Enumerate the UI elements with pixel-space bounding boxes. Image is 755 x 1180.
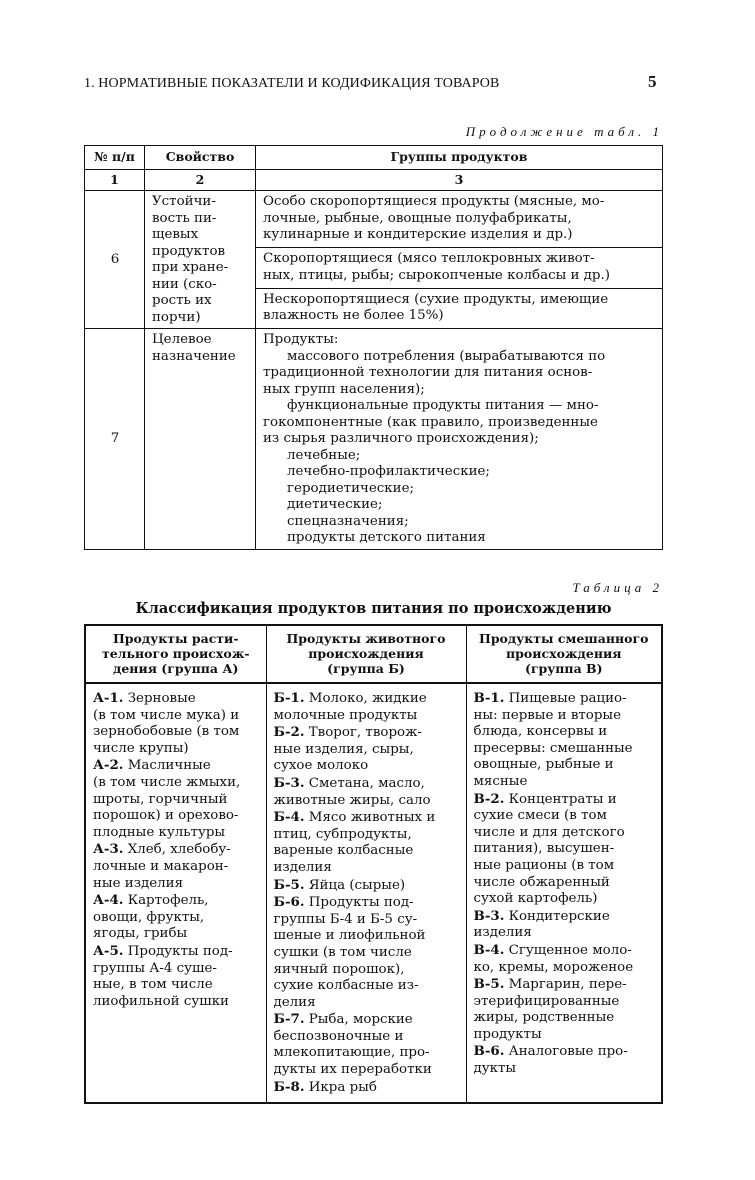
classification-line: вареные колбасные [273, 843, 414, 859]
column-number: 2 [145, 169, 256, 191]
table2-body-row [85, 683, 662, 1103]
group-text: Яйца (сырые) [304, 877, 406, 893]
classification-line [274, 1079, 460, 1097]
classification-line: млекопитающие, про- [273, 1045, 430, 1061]
table2-title: Классификация продуктов питания по происхождению [135, 600, 612, 617]
text-line: Продукты животного [286, 631, 446, 646]
group-code: В-2. [473, 790, 505, 807]
group-code: Б-7. [273, 1011, 305, 1028]
table1-col-header: Свойство [145, 146, 256, 170]
classification-line [93, 757, 260, 775]
classification-line [474, 976, 656, 994]
classification-line: шроты, горчичный [93, 791, 228, 807]
group-code: В-5. [473, 976, 505, 993]
group-text: Зерновые [123, 691, 196, 706]
text-line: (группа В) [524, 661, 603, 676]
text-line: нии (ско- [152, 276, 217, 292]
classification-line: сушки (в том числе [273, 944, 412, 960]
text-line: Нескоропортящиеся (сухие продукты, имеющие [263, 291, 609, 307]
text-line: спецназначения; [287, 513, 409, 529]
classification-line: сухой картофель) [473, 891, 598, 907]
group-code: А-3. [93, 841, 124, 858]
classification-line [474, 1043, 656, 1061]
group-cell [256, 329, 663, 550]
classification-line: ные изделия, сыры, [273, 741, 414, 757]
group-code: Б-1. [273, 690, 305, 706]
classification-line: мясные [473, 773, 528, 789]
text-line: лечебно-профилактические; [287, 464, 490, 479]
classification-line: жиры, родственные [473, 1010, 615, 1026]
text-line: порчи) [152, 309, 201, 325]
animal-products-cell [266, 683, 466, 1103]
classification-line: (в том числе мука) и [93, 707, 240, 723]
text-line: Продукты: [263, 332, 339, 347]
row-number: 7 [85, 329, 145, 550]
classification-line: этерифицированные [473, 993, 620, 1009]
text-line: Скоропортящиеся (мясо теплокровных живот- [263, 251, 595, 267]
classification-line: зернобобовые (в том [93, 724, 240, 740]
classification-line [474, 942, 656, 960]
classification-line [274, 877, 460, 895]
text-line: продукты детского питания [287, 530, 486, 545]
classification-line: беспозвоночные и [273, 1028, 404, 1044]
text-line: продуктов [152, 243, 226, 259]
text-line: лечебные; [287, 447, 361, 463]
classification-line: животные жиры, сало [273, 792, 431, 808]
classification-line [274, 724, 460, 742]
group-code: В-3. [473, 907, 505, 924]
group-text: Масличные [123, 758, 211, 774]
text-line: Продукты расти- [112, 631, 239, 646]
classification-line [274, 775, 460, 793]
classification-line: пресервы: смешанные [473, 740, 633, 756]
group-text: Продукты под- [304, 895, 414, 911]
property-cell [145, 191, 256, 329]
classification-line: порошок) и орехово- [93, 808, 239, 824]
group-text: Рыба, морские [304, 1012, 413, 1028]
classification-line [474, 908, 656, 926]
text-line: Особо скоропортящиеся продукты (мясные, мо- [263, 194, 605, 209]
classification-line [274, 690, 460, 708]
classification-line [93, 841, 260, 859]
text-line: Продукты смешанного [479, 631, 649, 646]
group-text: Концентраты и [504, 791, 617, 807]
table1-col-header: Группы продуктов [256, 146, 663, 170]
running-title: 1. НОРМАТИВНЫЕ ПОКАЗАТЕЛИ И КОДИФИКАЦИЯ ТОВАРОВ [84, 76, 500, 91]
text-line: тельного происхож- [101, 646, 250, 661]
table1-row-7 [85, 329, 663, 550]
group-code: Б-3. [273, 774, 305, 791]
property-cell [145, 329, 256, 550]
group-cell [256, 248, 663, 288]
group-cell [256, 191, 663, 248]
classification-line: овощи, фрукты, [93, 909, 205, 925]
group-text: Маргарин, пере- [504, 977, 627, 993]
group-cell [256, 288, 663, 328]
classification-line: лочные и макарон- [93, 858, 229, 874]
classification-line: ные, в том числе [93, 977, 213, 993]
group-code: В-4. [473, 941, 505, 958]
classification-line: продукты [473, 1026, 542, 1042]
classification-line [274, 1011, 460, 1029]
classification-line: ны: первые и вторые [473, 707, 621, 723]
mixed-products-cell [466, 683, 662, 1103]
group-code: Б-6. [273, 894, 305, 911]
table1-column-number-row [85, 169, 663, 191]
group-text: Пищевые рацио- [504, 691, 627, 706]
text-line: происхождения [308, 646, 424, 661]
classification-line: сухое молоко [273, 758, 369, 774]
text-line: из сырья различного происхождения); [263, 431, 539, 446]
classification-line [93, 943, 260, 961]
classification-line: лиофильной сушки [93, 993, 229, 1009]
table2-caption: Таблица 2 [572, 580, 663, 595]
group-code: А-5. [93, 942, 124, 959]
table2-col-header [85, 625, 266, 683]
text-line: диетические; [287, 497, 383, 512]
classification-line: ко, кремы, мороженое [473, 959, 634, 975]
classification-line [93, 690, 260, 708]
text-line: Целевое [152, 332, 212, 347]
text-line: Устойчи- [152, 194, 216, 209]
classification-line [93, 892, 260, 910]
table2-col-header [466, 625, 662, 683]
classification-line: изделия [473, 925, 532, 941]
classification-line: группы Б-4 и Б-5 су- [273, 911, 418, 927]
classification-line: числе и для детского [473, 824, 625, 840]
classification-line: изделия [273, 859, 332, 875]
group-text: Сгущенное моло- [504, 942, 632, 958]
classification-line: делия [273, 994, 316, 1010]
group-code: В-6. [473, 1043, 505, 1060]
classification-line: сухие колбасные из- [273, 978, 419, 994]
table1 [84, 145, 663, 550]
group-text: Сметана, масло, [304, 775, 425, 791]
group-text: Творог, творож- [304, 725, 422, 741]
text-line: массового потребления (вырабатываются по [287, 348, 606, 364]
classification-line: группы А-4 суше- [93, 960, 217, 976]
plant-products-cell [85, 683, 266, 1103]
table1-col-header: № п/п [85, 146, 145, 170]
text-line: происхождения [506, 646, 622, 661]
classification-line: ягоды, грибы [93, 926, 188, 942]
classification-line: питания), высушен- [473, 841, 615, 857]
text-line: гокомпонентные (как правило, произведенные [263, 414, 598, 430]
group-code: А-4. [93, 892, 124, 909]
group-text: Мясо животных и [304, 810, 436, 826]
text-line: вость пи- [152, 210, 217, 226]
classification-line: числе крупы) [93, 740, 189, 756]
text-line: (группа Б) [327, 661, 405, 676]
text-line: лочные, рыбные, овощные полуфабрикаты, [263, 210, 572, 226]
table1-row-6 [85, 191, 663, 248]
row-number: 6 [85, 191, 145, 329]
group-code: Б-2. [273, 724, 305, 741]
text-line: традиционной технологии для питания основ- [263, 365, 593, 380]
classification-line: птиц, субпродукты, [273, 826, 412, 842]
text-line: при хране- [152, 260, 229, 275]
text-line: кулинарные и кондитерские изделия и др.) [263, 227, 573, 242]
classification-line [274, 809, 460, 827]
group-text: Продукты под- [123, 943, 233, 959]
classification-line: яичный порошок), [273, 961, 405, 977]
column-number: 3 [256, 169, 663, 191]
group-text: Икра рыб [304, 1079, 377, 1095]
classification-line [274, 894, 460, 912]
classification-line: плодные культуры [93, 824, 226, 840]
group-lines [263, 349, 656, 547]
classification-line: молочные продукты [273, 707, 418, 723]
table2-col-header [266, 625, 466, 683]
group-text: Молоко, жидкие [304, 691, 427, 706]
text-line: рость их [152, 293, 212, 308]
classification-line: блюда, консервы и [473, 724, 608, 740]
classification-line: овощные, рыбные и [473, 757, 614, 773]
group-code: А-2. [93, 757, 124, 774]
group-code: А-1. [93, 690, 124, 706]
text-line: геродиетические; [287, 480, 415, 496]
text-line: ных, птицы, рыбы; сырокопченые колбасы и др.) [263, 267, 610, 283]
classification-line: шеные и лиофильной [273, 928, 426, 944]
group-code: В-1. [473, 690, 505, 706]
group-code: Б-5. [273, 876, 305, 893]
text-line: щевых [152, 227, 199, 242]
classification-line: (в том числе жмыхи, [93, 774, 241, 790]
column-number: 1 [85, 169, 145, 191]
text-line: ных групп населения); [263, 381, 425, 397]
classification-line: дукты их переработки [273, 1062, 432, 1078]
group-code: Б-8. [273, 1078, 305, 1095]
table2-header-row [85, 625, 662, 683]
group-text: Картофель, [123, 893, 209, 909]
text-line: дения (группа А) [113, 661, 239, 676]
classification-line: ные изделия [93, 875, 184, 891]
classification-line: ные рационы (в том [473, 857, 615, 873]
classification-line [474, 690, 656, 708]
text-line: влажность не более 15%) [263, 308, 444, 324]
table2 [84, 624, 663, 1104]
classification-line: дукты [473, 1061, 517, 1077]
group-text: Хлеб, хлебобу- [123, 842, 231, 858]
text-line: назначение [152, 348, 236, 364]
text-line: функциональные продукты питания — мно- [287, 398, 599, 413]
group-text: Кондитерские [504, 908, 610, 924]
classification-line: числе обжаренный [473, 874, 610, 890]
group-text: Аналоговые про- [504, 1044, 628, 1060]
classification-line [474, 791, 656, 809]
table1-header-row [85, 146, 663, 170]
page-number: 5 [648, 72, 657, 91]
table1-caption: Продолжение табл. 1 [465, 124, 663, 139]
classification-line: сухие смеси (в том [473, 808, 607, 824]
group-code: Б-4. [273, 809, 305, 826]
